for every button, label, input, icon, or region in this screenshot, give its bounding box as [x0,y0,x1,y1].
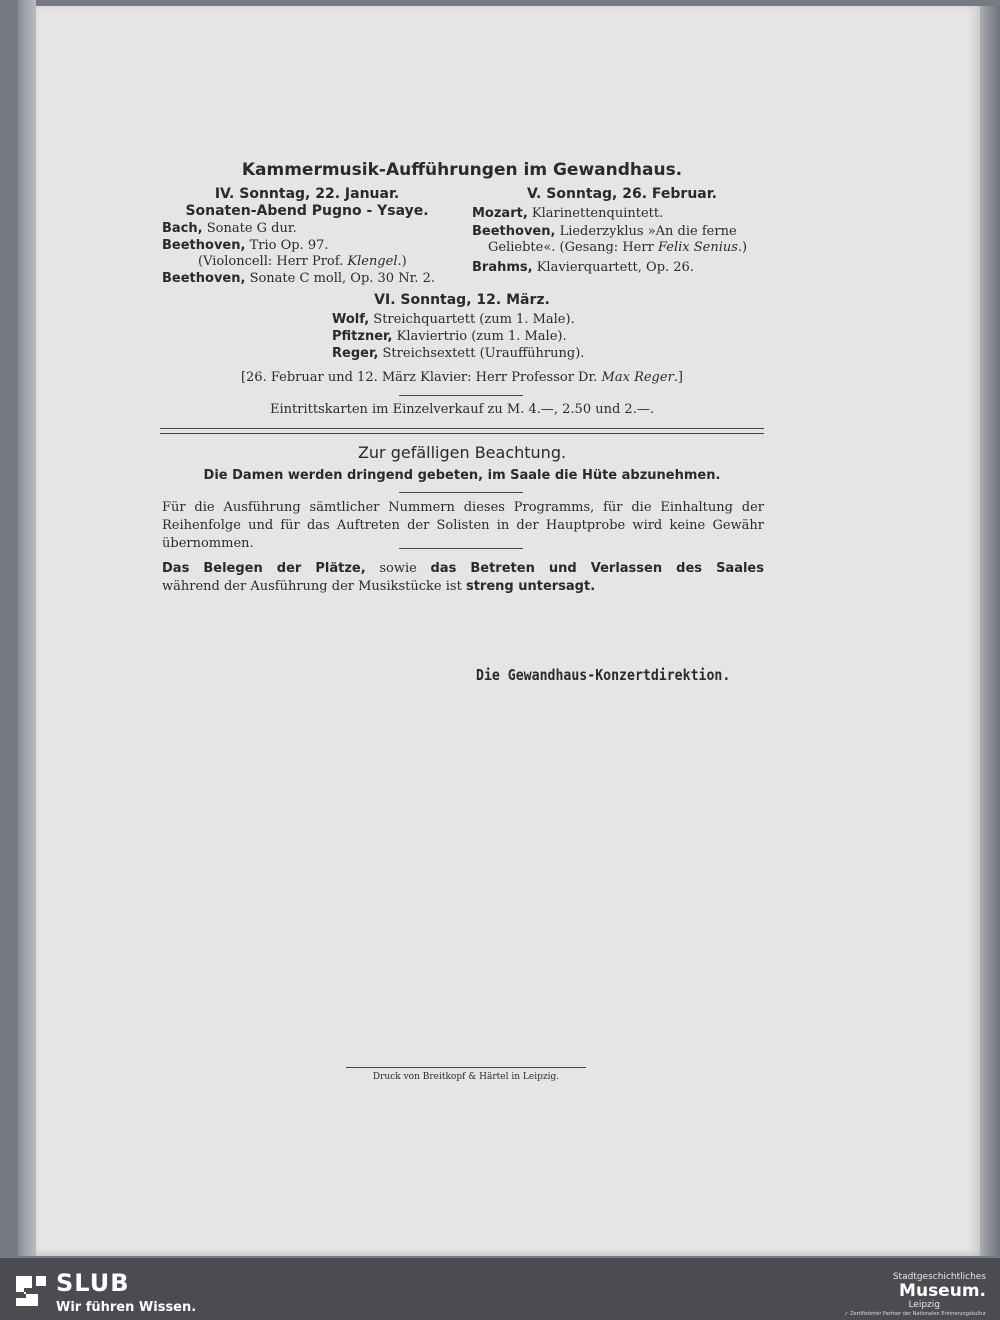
note-text: (Violoncell: Herr Prof. [198,254,344,269]
concert-4-note [198,254,488,269]
performer-name: Felix Senius [657,240,738,255]
work: Trio Op. 97. [249,238,329,253]
note-close: .) [737,240,748,255]
printer-rule [346,1067,586,1068]
divider [399,395,523,396]
composer: Beethoven, [162,271,246,286]
concert-4-item [162,271,452,286]
composer: Brahms, [472,260,533,275]
seating-plain: sowie [379,561,417,576]
museum-label-top: Stadtgeschichtliches [892,1272,986,1282]
printer-credit: Druck von Breitkopf & Härtel in Leipzig. [372,1072,560,1082]
notice-hats: Die Damen werden dringend gebeten, im Saale die Hüte abzunehmen. [203,468,721,483]
double-divider [160,428,764,434]
concert-5-item [472,224,772,239]
work: Streichsextett (Uraufführung). [382,346,585,361]
composer: Pfitzner, [332,329,393,344]
concert-6-item [332,312,575,327]
museum-partner: ✓ Zertifizierter Partner der Nationalen Erinnerungskultur [844,1311,986,1317]
signature: Die Gewandhaus-Konzertdirektion. [476,666,731,684]
concert-6-item [332,346,584,361]
concert-6-heading: VI. Sonntag, 12. März. [374,292,550,308]
paper-fold [18,0,36,1256]
piano-note [160,370,764,385]
ticket-prices: Eintrittskarten im Einzelverkauf zu M. 4.—, 2.50 und 2.—. [270,402,654,417]
seating-bold: das Betreten und Verlassen des Saales [430,561,764,576]
divider [399,548,523,549]
slub-tagline: Wir führen Wissen. [56,1300,197,1315]
seating-notice-line [162,579,595,594]
seating-plain: während der Ausführung der Musikstücke ist [162,579,462,594]
paper-edge [980,6,1000,1256]
work: Sonate G dur. [206,221,297,236]
note-text: Geliebte«. (Gesang: Herr [488,240,654,255]
composer: Bach, [162,221,203,236]
concert-6-item [332,329,567,344]
concert-4-item [162,221,452,236]
composer: Wolf, [332,312,370,327]
disclaimer-line: übernommen. [162,536,254,551]
notice-heading: Zur gefälligen Beachtung. [357,443,567,462]
seating-bold: streng untersagt. [465,579,596,594]
concert-5-item [472,206,772,221]
composer: Beethoven, [472,224,556,239]
slub-name: SLUB [56,1269,130,1297]
slub-logo-icon [12,1272,50,1310]
work: Liederzyklus »An die ferne [559,224,737,239]
concert-4-subheading: Sonaten-Abend Pugno - Ysaye. [185,203,429,219]
composer: Mozart, [472,206,528,221]
composer: Beethoven, [162,238,246,253]
work: Klarinettenquintett. [531,206,664,221]
concert-4-heading: IV. Sonntag, 22. Januar. [214,186,400,202]
disclaimer-line: Reihenfolge und für das Auftreten der Solisten in der Hauptprobe wird keine Gewähr [162,518,764,533]
seating-bold: Das Belegen der Plätze, [162,561,366,576]
document-title: Kammermusik-Aufführungen im Gewandhaus. [241,160,683,180]
work: Klavierquartett, Op. 26. [536,260,694,275]
concert-4-item [162,238,452,253]
concert-5-heading: V. Sonntag, 26. Februar. [527,186,717,202]
work: Klaviertrio (zum 1. Male). [396,329,567,344]
note-close: .) [397,254,407,269]
piano-note-close: .] [673,370,684,385]
museum-name: Museum. [899,1281,986,1301]
composer: Reger, [332,346,379,361]
performer-name: Klengel [347,254,398,269]
concert-5-note [488,240,788,255]
divider [399,492,523,493]
disclaimer-line: Für die Ausführung sämtlicher Nummern dieses Programms, für die Einhaltung der [162,500,764,515]
pianist-name: Max Reger [601,370,674,385]
seating-notice-line [162,561,764,576]
museum-city: Leipzig [908,1300,940,1310]
work: Sonate C moll, Op. 30 Nr. 2. [249,271,436,286]
concert-5-item [472,260,772,275]
work: Streichquartett (zum 1. Male). [373,312,575,327]
piano-note-text: [26. Februar und 12. März Klavier: Herr Professor Dr. [240,370,598,385]
